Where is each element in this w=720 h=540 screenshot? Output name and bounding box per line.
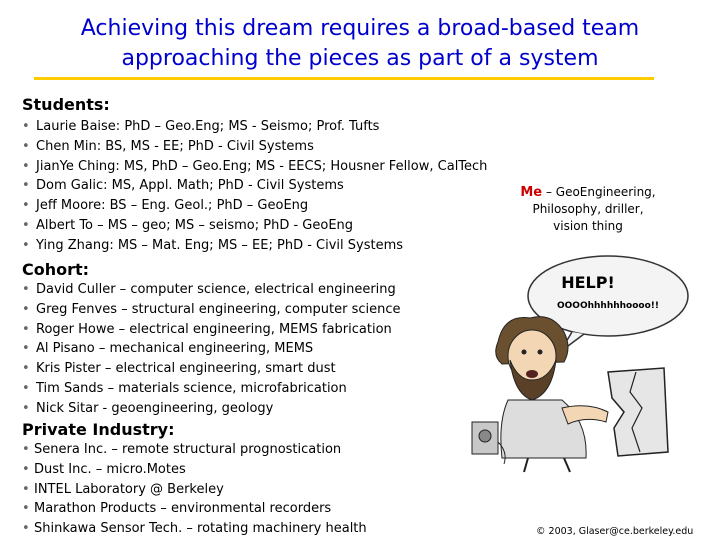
list-item: • INTEL Laboratory @ Berkeley: [20, 480, 367, 500]
list-item: • Marathon Products – environmental recorders: [20, 499, 367, 519]
cracked-wall: [608, 368, 668, 456]
ooo-text: OOOOhhhhhhoooo!!: [557, 301, 659, 311]
cohort-heading: Cohort:: [22, 260, 90, 279]
students-list: [20, 117, 487, 256]
list-item: • Al Pisano – mechanical engineering, MEMS: [20, 339, 401, 359]
list-item: • David Culler – computer science, electrical engineering: [20, 280, 401, 300]
help-text: HELP!: [561, 273, 615, 292]
mouth: [526, 370, 538, 378]
me-caption: [500, 184, 676, 235]
list-item: • Dom Galic: MS, Appl. Math; PhD - Civil Systems: [20, 176, 487, 196]
list-item: • Chen Min: BS, MS - EE; PhD - Civil Systems: [20, 137, 487, 157]
list-item: • Shinkawa Sensor Tech. – rotating machinery health: [20, 519, 367, 539]
industry-list: [20, 440, 367, 539]
me-line-3: vision thing: [553, 219, 623, 233]
industry-heading: Private Industry:: [22, 420, 175, 439]
legs: [524, 458, 570, 472]
list-item: • Ying Zhang: MS – Mat. Eng; MS – EE; PhD - Civil Systems: [20, 236, 487, 256]
instrument-dial: [479, 430, 491, 442]
list-item: • JianYe Ching: MS, PhD – Geo.Eng; MS - EECS; Housner Fellow, CalTech: [20, 157, 487, 177]
list-item: • Greg Fenves – structural engineering, computer science: [20, 300, 401, 320]
list-item: • Jeff Moore: BS – Eng. Geol.; PhD – GeoEng: [20, 196, 487, 216]
copyright-footer: © 2003, Glaser@ce.berkeley.edu: [536, 526, 694, 537]
arm: [562, 406, 608, 424]
eye-left: [522, 350, 527, 355]
list-item: • Senera Inc. – remote structural prognostication: [20, 440, 367, 460]
list-item: • Dust Inc. – micro.Motes: [20, 460, 367, 480]
cartoon-illustration: [468, 252, 692, 474]
me-line-1: – GeoEngineering,: [542, 185, 656, 199]
me-line-2: Philosophy, driller,: [532, 202, 644, 216]
list-item: • Kris Pister – electrical engineering, smart dust: [20, 359, 401, 379]
title-line-1: Achieving this dream requires a broad-based team: [80, 16, 640, 41]
me-label: Me: [520, 185, 543, 200]
eye-right: [538, 350, 543, 355]
title-underline: [34, 77, 654, 80]
list-item: • Nick Sitar - geoengineering, geology: [20, 399, 401, 419]
list-item: • Albert To – MS – geo; MS – seismo; PhD - GeoEng: [20, 216, 487, 236]
students-heading: Students:: [22, 95, 110, 114]
slide-title: [20, 14, 700, 74]
list-item: • Tim Sands – materials science, microfabrication: [20, 379, 401, 399]
list-item: • Laurie Baise: PhD – Geo.Eng; MS - Seismo; Prof. Tufts: [20, 117, 487, 137]
title-line-2: approaching the pieces as part of a system: [121, 46, 599, 71]
list-item: • Roger Howe – electrical engineering, MEMS fabrication: [20, 320, 401, 340]
cohort-list: [20, 280, 401, 419]
